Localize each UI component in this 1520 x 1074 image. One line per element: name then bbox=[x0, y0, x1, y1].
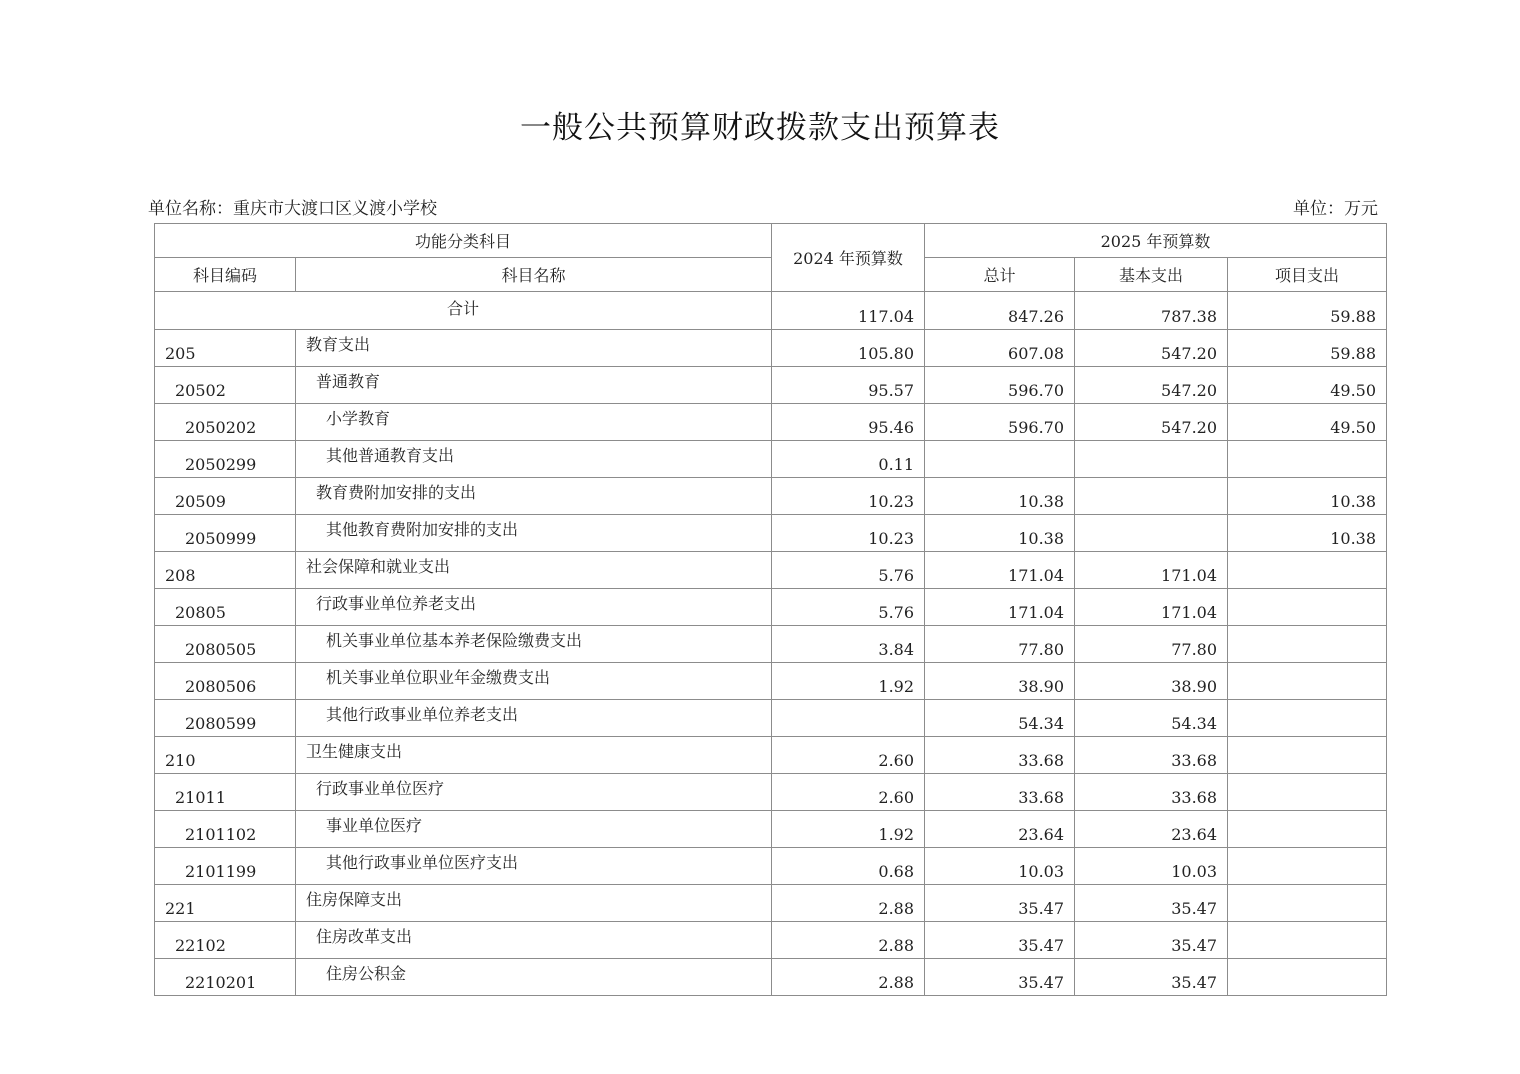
row-budget-2024: 10.23 bbox=[772, 515, 925, 552]
row-code: 210 bbox=[155, 737, 296, 774]
row-budget-2024: 2.60 bbox=[772, 774, 925, 811]
row-name: 教育支出 bbox=[296, 330, 772, 367]
table-row bbox=[155, 441, 1387, 478]
table-row bbox=[155, 626, 1387, 663]
row-total: 23.64 bbox=[925, 811, 1075, 848]
row-name: 住房公积金 bbox=[296, 959, 772, 996]
table-row bbox=[155, 848, 1387, 885]
row-code: 20509 bbox=[155, 478, 296, 515]
row-total: 171.04 bbox=[925, 552, 1075, 589]
row-total: 35.47 bbox=[925, 885, 1075, 922]
row-basic: 171.04 bbox=[1075, 552, 1228, 589]
row-name: 行政事业单位医疗 bbox=[296, 774, 772, 811]
total-row bbox=[155, 292, 1387, 330]
header-project: 项目支出 bbox=[1228, 258, 1387, 292]
row-name: 卫生健康支出 bbox=[296, 737, 772, 774]
row-project bbox=[1228, 441, 1387, 478]
row-total: 596.70 bbox=[925, 367, 1075, 404]
table-row bbox=[155, 700, 1387, 737]
row-basic: 33.68 bbox=[1075, 774, 1228, 811]
row-basic: 171.04 bbox=[1075, 589, 1228, 626]
row-basic bbox=[1075, 515, 1228, 552]
row-project bbox=[1228, 700, 1387, 737]
row-code: 2080505 bbox=[155, 626, 296, 663]
row-basic: 38.90 bbox=[1075, 663, 1228, 700]
row-budget-2024: 95.57 bbox=[772, 367, 925, 404]
row-budget-2024: 5.76 bbox=[772, 589, 925, 626]
row-code: 2050999 bbox=[155, 515, 296, 552]
row-basic: 77.80 bbox=[1075, 626, 1228, 663]
row-total: 33.68 bbox=[925, 737, 1075, 774]
row-total: 35.47 bbox=[925, 922, 1075, 959]
row-total: 596.70 bbox=[925, 404, 1075, 441]
table-row bbox=[155, 959, 1387, 996]
table-row bbox=[155, 922, 1387, 959]
header-func-class: 功能分类科目 bbox=[155, 224, 772, 258]
row-basic bbox=[1075, 441, 1228, 478]
row-name: 其他教育费附加安排的支出 bbox=[296, 515, 772, 552]
table-row bbox=[155, 515, 1387, 552]
table-row bbox=[155, 589, 1387, 626]
row-code: 2101199 bbox=[155, 848, 296, 885]
row-name: 社会保障和就业支出 bbox=[296, 552, 772, 589]
row-total: 33.68 bbox=[925, 774, 1075, 811]
row-name: 机关事业单位职业年金缴费支出 bbox=[296, 663, 772, 700]
header-basic: 基本支出 bbox=[1075, 258, 1228, 292]
row-budget-2024 bbox=[772, 700, 925, 737]
row-code: 205 bbox=[155, 330, 296, 367]
row-budget-2024: 1.92 bbox=[772, 663, 925, 700]
row-code: 20805 bbox=[155, 589, 296, 626]
budget-table bbox=[154, 223, 1387, 996]
row-budget-2024: 5.76 bbox=[772, 552, 925, 589]
row-name: 行政事业单位养老支出 bbox=[296, 589, 772, 626]
row-total: 35.47 bbox=[925, 959, 1075, 996]
row-total: 10.03 bbox=[925, 848, 1075, 885]
row-code: 20502 bbox=[155, 367, 296, 404]
table-row bbox=[155, 367, 1387, 404]
total-b2024: 117.04 bbox=[772, 292, 925, 330]
row-project bbox=[1228, 737, 1387, 774]
row-basic: 23.64 bbox=[1075, 811, 1228, 848]
row-budget-2024: 105.80 bbox=[772, 330, 925, 367]
row-code: 2080506 bbox=[155, 663, 296, 700]
row-total: 77.80 bbox=[925, 626, 1075, 663]
row-project: 10.38 bbox=[1228, 478, 1387, 515]
row-code: 2080599 bbox=[155, 700, 296, 737]
row-project: 10.38 bbox=[1228, 515, 1387, 552]
header-budget-2024: 2024 年预算数 bbox=[772, 224, 925, 292]
table-row bbox=[155, 404, 1387, 441]
row-basic: 35.47 bbox=[1075, 885, 1228, 922]
row-project bbox=[1228, 848, 1387, 885]
row-basic: 35.47 bbox=[1075, 922, 1228, 959]
table-row bbox=[155, 737, 1387, 774]
row-total: 607.08 bbox=[925, 330, 1075, 367]
row-name: 事业单位医疗 bbox=[296, 811, 772, 848]
row-basic: 547.20 bbox=[1075, 404, 1228, 441]
header-row-2 bbox=[155, 258, 1387, 292]
table-row bbox=[155, 663, 1387, 700]
total-project: 59.88 bbox=[1228, 292, 1387, 330]
row-code: 208 bbox=[155, 552, 296, 589]
header-total: 总计 bbox=[925, 258, 1075, 292]
row-budget-2024: 2.88 bbox=[772, 959, 925, 996]
row-project bbox=[1228, 885, 1387, 922]
row-budget-2024: 10.23 bbox=[772, 478, 925, 515]
table-row bbox=[155, 811, 1387, 848]
row-total: 38.90 bbox=[925, 663, 1075, 700]
row-name: 机关事业单位基本养老保险缴费支出 bbox=[296, 626, 772, 663]
row-budget-2024: 95.46 bbox=[772, 404, 925, 441]
row-project: 59.88 bbox=[1228, 330, 1387, 367]
row-project bbox=[1228, 626, 1387, 663]
row-total: 10.38 bbox=[925, 478, 1075, 515]
row-project bbox=[1228, 663, 1387, 700]
row-budget-2024: 2.88 bbox=[772, 922, 925, 959]
table-body bbox=[155, 292, 1387, 996]
row-code: 2050202 bbox=[155, 404, 296, 441]
page-title: 一般公共预算财政拨款支出预算表 bbox=[520, 110, 1000, 146]
header-name: 科目名称 bbox=[296, 258, 772, 292]
header-budget-2025: 2025 年预算数 bbox=[925, 224, 1387, 258]
row-code: 2101102 bbox=[155, 811, 296, 848]
row-code: 2050299 bbox=[155, 441, 296, 478]
row-total: 54.34 bbox=[925, 700, 1075, 737]
row-project bbox=[1228, 552, 1387, 589]
row-project bbox=[1228, 589, 1387, 626]
row-name: 普通教育 bbox=[296, 367, 772, 404]
row-name: 其他行政事业单位养老支出 bbox=[296, 700, 772, 737]
row-project bbox=[1228, 774, 1387, 811]
row-code: 21011 bbox=[155, 774, 296, 811]
header-row-1 bbox=[155, 224, 1387, 258]
row-project bbox=[1228, 811, 1387, 848]
row-budget-2024: 2.60 bbox=[772, 737, 925, 774]
row-budget-2024: 3.84 bbox=[772, 626, 925, 663]
row-name: 其他普通教育支出 bbox=[296, 441, 772, 478]
total-label: 合计 bbox=[155, 292, 772, 330]
table-row bbox=[155, 774, 1387, 811]
row-name: 住房改革支出 bbox=[296, 922, 772, 959]
row-code: 22102 bbox=[155, 922, 296, 959]
row-total bbox=[925, 441, 1075, 478]
row-code: 221 bbox=[155, 885, 296, 922]
row-basic: 35.47 bbox=[1075, 959, 1228, 996]
row-budget-2024: 0.68 bbox=[772, 848, 925, 885]
row-project: 49.50 bbox=[1228, 367, 1387, 404]
row-basic: 54.34 bbox=[1075, 700, 1228, 737]
row-name: 教育费附加安排的支出 bbox=[296, 478, 772, 515]
row-name: 其他行政事业单位医疗支出 bbox=[296, 848, 772, 885]
row-total: 10.38 bbox=[925, 515, 1075, 552]
row-name: 住房保障支出 bbox=[296, 885, 772, 922]
row-project: 49.50 bbox=[1228, 404, 1387, 441]
table-row bbox=[155, 478, 1387, 515]
row-basic: 33.68 bbox=[1075, 737, 1228, 774]
row-basic: 10.03 bbox=[1075, 848, 1228, 885]
table-row bbox=[155, 885, 1387, 922]
row-project bbox=[1228, 922, 1387, 959]
row-budget-2024: 1.92 bbox=[772, 811, 925, 848]
row-basic: 547.20 bbox=[1075, 330, 1228, 367]
total-basic: 787.38 bbox=[1075, 292, 1228, 330]
unit-name-label: 单位名称：重庆市大渡口区义渡小学校 bbox=[148, 199, 437, 219]
row-project bbox=[1228, 959, 1387, 996]
row-basic bbox=[1075, 478, 1228, 515]
currency-unit-label: 单位：万元 bbox=[1293, 199, 1378, 219]
table-row bbox=[155, 552, 1387, 589]
table-row bbox=[155, 330, 1387, 367]
header-code: 科目编码 bbox=[155, 258, 296, 292]
row-name: 小学教育 bbox=[296, 404, 772, 441]
row-budget-2024: 2.88 bbox=[772, 885, 925, 922]
total-total: 847.26 bbox=[925, 292, 1075, 330]
row-code: 2210201 bbox=[155, 959, 296, 996]
row-budget-2024: 0.11 bbox=[772, 441, 925, 478]
row-total: 171.04 bbox=[925, 589, 1075, 626]
row-basic: 547.20 bbox=[1075, 367, 1228, 404]
